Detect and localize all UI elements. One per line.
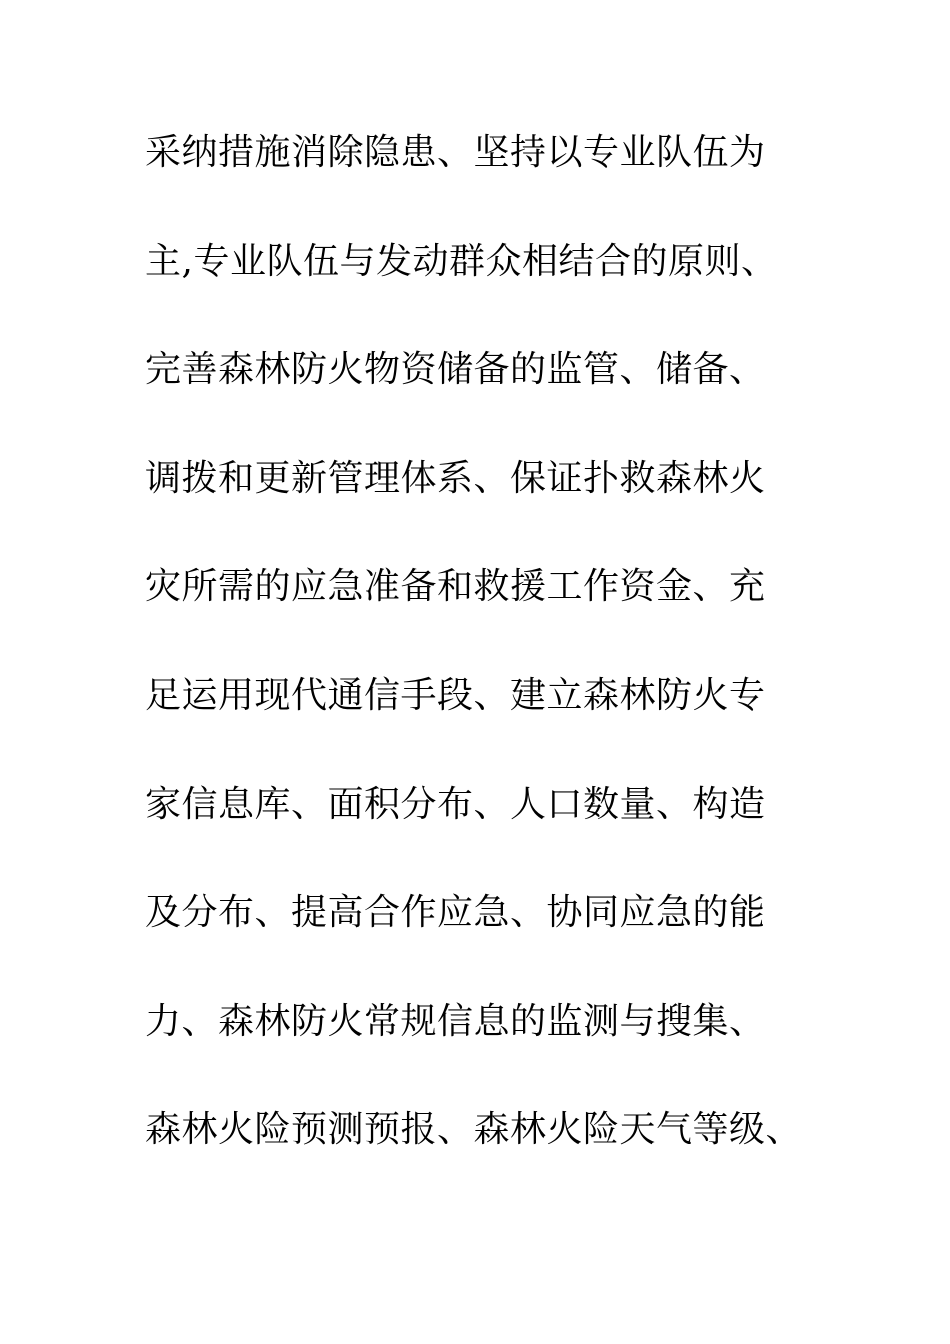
text-line-8: 及分布、提高合作应急、协同应急的能 — [145, 892, 766, 934]
text-line-4: 调拨和更新管理体系、保证扑救森林火 — [145, 457, 766, 499]
text-line-7: 家信息库、面积分布、人口数量、构造 — [145, 783, 766, 825]
text-line-6: 足运用现代通信手段、建立森林防火专 — [145, 674, 766, 716]
body-text — [145, 118, 845, 1204]
text-line-9: 力、森林防火常规信息的监测与搜集、 — [145, 1000, 766, 1042]
text-line-2: 主,专业队伍与发动群众相结合的原则、 — [145, 240, 778, 282]
text-line-1: 采纳措施消除隐患、坚持以专业队伍为 — [145, 132, 766, 173]
text-line-3: 完善森林防火物资储备的监管、储备、 — [145, 349, 766, 391]
text-line-10: 森林火险预测预报、森林火险天气等级、 — [145, 1109, 803, 1151]
text-line-5: 灾所需的应急准备和救援工作资金、充 — [145, 566, 766, 608]
